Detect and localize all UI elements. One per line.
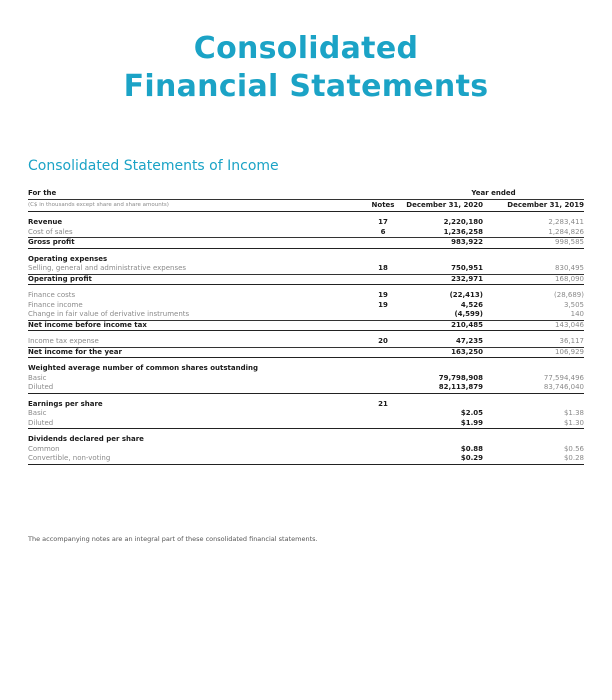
header-row-top: [28, 188, 584, 199]
table-row: Selling, general and administrative expenses 18 750,951 830,495: [28, 264, 584, 275]
col-2020-header: December 31, 2020: [406, 201, 483, 209]
table-row: Net income before income tax 210,485 143,046: [28, 321, 584, 332]
table-row: Finance costs 19 (22,413) (28,689): [28, 291, 584, 299]
for-the-label: For the: [28, 189, 57, 197]
table-row: Diluted 82,113,879 83,746,040: [28, 383, 584, 394]
table-row: Common $0.88 $0.56: [28, 444, 584, 453]
table-row: Operating profit 232,971 168,090: [28, 275, 584, 286]
income-statement-table: [28, 188, 584, 465]
table-row: Weighted average number of common shares outstanding: [28, 364, 258, 372]
header-row-columns: [28, 199, 584, 212]
col-2019-header: December 31, 2019: [507, 201, 584, 209]
units-note: (C$ in thousands except share and share amounts): [28, 202, 169, 208]
table-row: Gross profit 983,922 998,585: [28, 238, 584, 249]
table-row: Change in fair value of derivative instruments (4,599) 140: [28, 310, 584, 321]
table-row: Revenue 17 2,220,180 2,283,411: [28, 218, 584, 226]
notes-header: Notes: [371, 201, 395, 209]
table-row: Basic 79,798,908 77,594,496: [28, 373, 584, 382]
table-row: Diluted $1.99 $1.30: [28, 419, 584, 430]
footnote: The accompanying notes are an integral part of these consolidated financial statements.: [28, 535, 318, 543]
table-row: Finance income 19 4,526 3,505: [28, 300, 584, 309]
section-heading: Consolidated Statements of Income: [28, 158, 279, 174]
page-title-line2: Financial Statements: [123, 69, 489, 104]
page-title: [0, 30, 612, 106]
table-row: Basic $2.05 $1.38: [28, 409, 584, 417]
table-row: Income tax expense 20 47,235 36,117: [28, 337, 584, 348]
table-row: Net income for the year 163,250 106,929: [28, 348, 584, 359]
table-row: Cost of sales 6 1,236,258 1,284,826: [28, 228, 584, 239]
page-title-line1: Consolidated: [193, 31, 419, 66]
table-row: Dividends declared per share: [28, 435, 144, 443]
table-row: Earnings per share 21: [28, 399, 388, 408]
table-row: Convertible, non-voting $0.29 $0.28: [28, 454, 584, 465]
table-row: Operating expenses: [28, 254, 108, 263]
year-ended-label: Year ended: [471, 189, 516, 197]
